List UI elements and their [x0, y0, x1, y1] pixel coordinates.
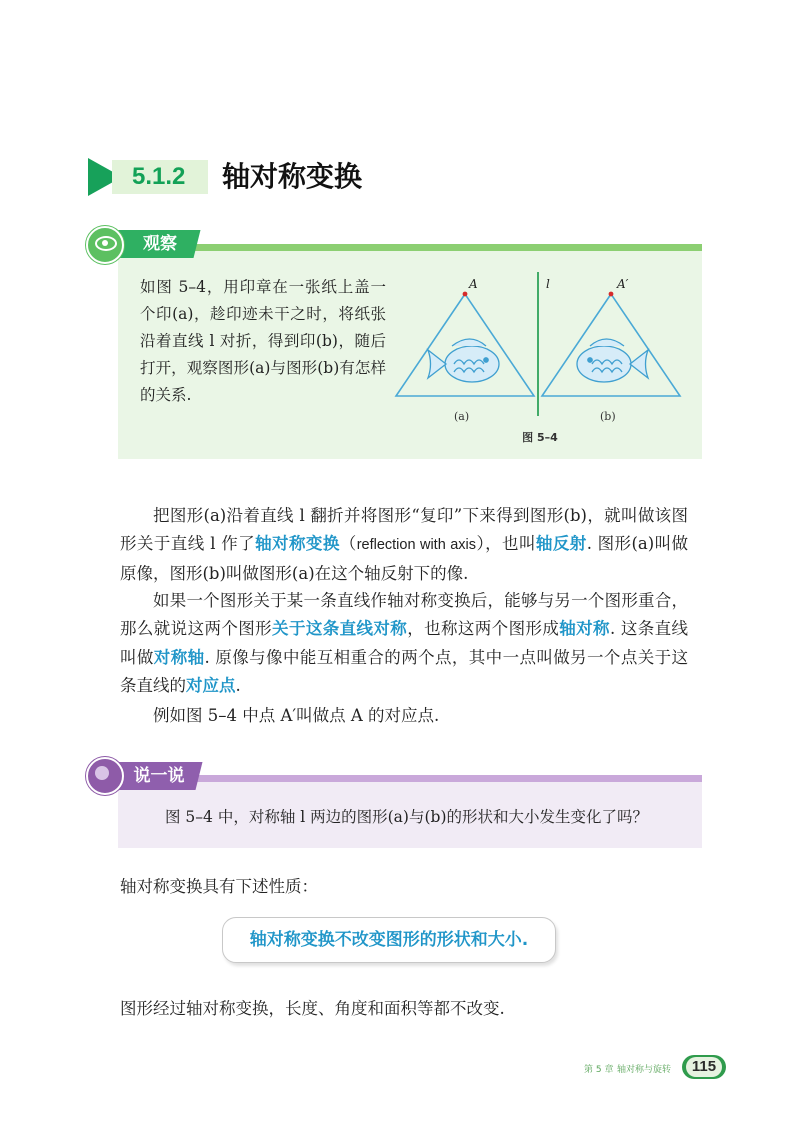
- point-a-prime-dot: [609, 292, 614, 297]
- figure-5-4: [392, 270, 692, 450]
- page-number: 115: [691, 1058, 717, 1075]
- point-a-label: A: [469, 277, 478, 291]
- label-a: (a): [454, 410, 470, 423]
- footer-chapter-title: 轴对称与旋转: [617, 1065, 672, 1075]
- speech-highlight-icon: [95, 766, 109, 780]
- p1-text-1: 把图形(a)沿着直线 l 翻折并将图形“复印”下来得到图形(b)，就叫做该图形关于直线 l 作了: [120, 506, 688, 554]
- axis-label-l: l: [546, 277, 550, 291]
- p1-text-2: （: [339, 534, 357, 554]
- say-label: 说一说: [133, 766, 185, 786]
- p2-text-5: .: [235, 676, 241, 696]
- footer-chapter: 第 5 章: [584, 1065, 614, 1075]
- eye-pupil-icon: [102, 240, 108, 246]
- observe-text: 如图 5–4，用印章在一张纸上盖一个印(a)，趁印迹未干之时，将纸张沿着直线 l 对折，得到印(b)，随后打开，观察图形(a)与图形(b)有怎样的关系.: [140, 278, 386, 404]
- p1-text-4: . 图形(a)叫做原像，图形(b)叫做图形(a)在这个轴反射下的像.: [120, 534, 689, 583]
- observe-header-bar: [118, 244, 702, 251]
- fish-a-icon: [428, 339, 499, 382]
- label-b: (b): [600, 410, 616, 423]
- figure-caption: 图 5–4: [522, 431, 558, 444]
- property-intro: 轴对称变换具有下述性质：: [120, 877, 318, 896]
- paragraph-2: [120, 587, 688, 701]
- say-header-bar: [118, 775, 702, 782]
- conclusion-text: 图形经过轴对称变换，长度、角度和面积等都不改变.: [120, 999, 505, 1018]
- paragraph-3: 例如图 5–4 中点 A′叫做点 A 的对应点.: [153, 706, 440, 725]
- observe-label: 观察: [143, 234, 177, 254]
- point-a-dot: [463, 292, 468, 297]
- term-symmetric-about-line: 关于这条直线对称: [272, 619, 408, 639]
- term-axis-of-symmetry: 对称轴: [153, 647, 205, 667]
- paragraph-1: [120, 502, 688, 588]
- p2-text-1: 如果一个图形关于某一条直线作轴对称变换后，能够与另一个图形重合，那么就说这两个图形: [120, 591, 688, 639]
- section-title: 轴对称变换: [222, 160, 363, 193]
- p2-text-2: ，也称这两个图形成: [407, 619, 560, 639]
- fish-b-icon: [577, 339, 648, 382]
- english-term: reflection with axis: [356, 537, 477, 554]
- term-corresponding-point: 对应点: [186, 676, 236, 696]
- term-reflection: 轴对称变换: [255, 534, 340, 554]
- p1-text-3: ），也叫: [476, 534, 536, 554]
- point-a-prime-label: A′: [617, 277, 629, 291]
- say-question: 图 5–4 中，对称轴 l 两边的图形(a)与(b)的形状和大小发生变化了吗？: [165, 808, 648, 826]
- section-number: 5.1.2: [112, 160, 208, 194]
- term-axis-reflection: 轴反射: [535, 534, 587, 554]
- term-axial-symmetry: 轴对称: [559, 619, 610, 639]
- p2-text-3: . 这条直线叫做: [120, 619, 689, 667]
- p2-text-4: . 原像与像中能互相重合的两个点，其中一点叫做另一个点关于这条直线的: [120, 647, 689, 696]
- property-statement: 轴对称变换不改变图形的形状和大小.: [249, 930, 529, 950]
